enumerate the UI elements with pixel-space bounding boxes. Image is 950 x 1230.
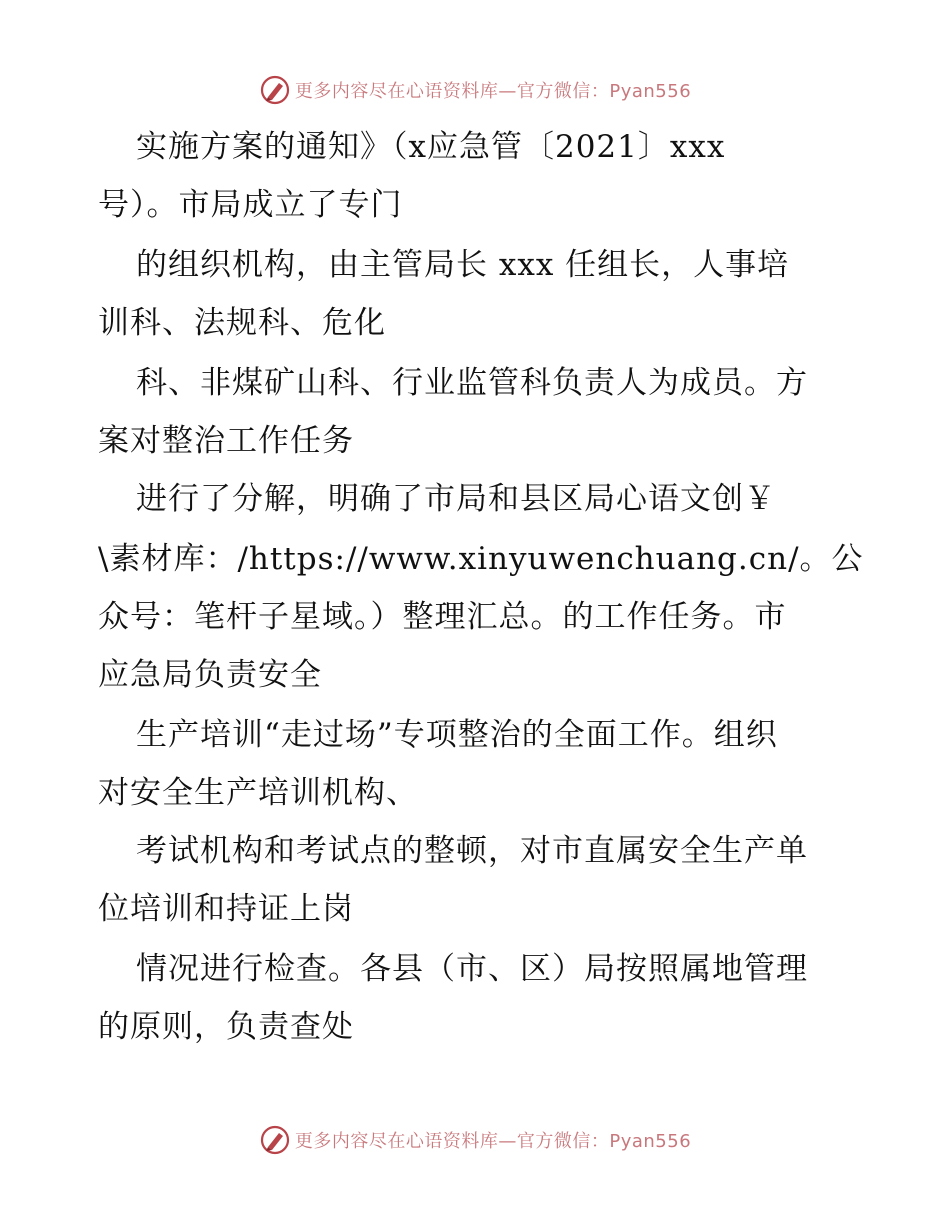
pen-logo-icon	[259, 74, 291, 106]
pen-logo-icon	[259, 1124, 291, 1156]
body-line: 的组织机构，由主管局长 xxx 任组长，人事培	[136, 247, 790, 283]
footer-watermark-text: 更多内容尽在心语资料库—官方微信：Pyan556	[294, 1131, 692, 1152]
body-line: 考试机构和考试点的整顿，对市直属安全生产单	[136, 833, 808, 869]
body-line: 案对整治工作任务	[98, 423, 354, 459]
body-line: 实施方案的通知》（x应急管〔2021〕xxx	[136, 129, 726, 165]
body-line: 的原则，负责查处	[98, 1009, 354, 1045]
body-line: 训科、法规科、危化	[98, 305, 386, 341]
body-line: 进行了分解，明确了市局和县区局心语文创￥	[136, 481, 776, 517]
body-line: 位培训和持证上岗	[98, 891, 354, 927]
body-line: 应急局负责安全	[98, 657, 322, 693]
body-line: 科、非煤矿山科、行业监管科负责人为成员。方	[136, 365, 808, 401]
body-line: 对安全生产培训机构、	[98, 775, 418, 811]
body-line: 号）。市局成立了专门	[98, 187, 403, 223]
body-line: 众号：笔杆子星域。）整理汇总。的工作任务。市	[98, 599, 787, 635]
footer-watermark-banner	[0, 1120, 950, 1160]
body-line: 情况进行检查。各县（市、区）局按照属地管理	[136, 951, 808, 987]
header-watermark-banner	[0, 70, 950, 110]
body-line: 生产培训“走过场”专项整治的全面工作。组织	[136, 717, 778, 753]
body-line: \素材库：/https://www.xinyuwenchuang.cn/。公	[98, 541, 864, 577]
header-watermark-text: 更多内容尽在心语资料库—官方微信：Pyan556	[294, 81, 692, 102]
